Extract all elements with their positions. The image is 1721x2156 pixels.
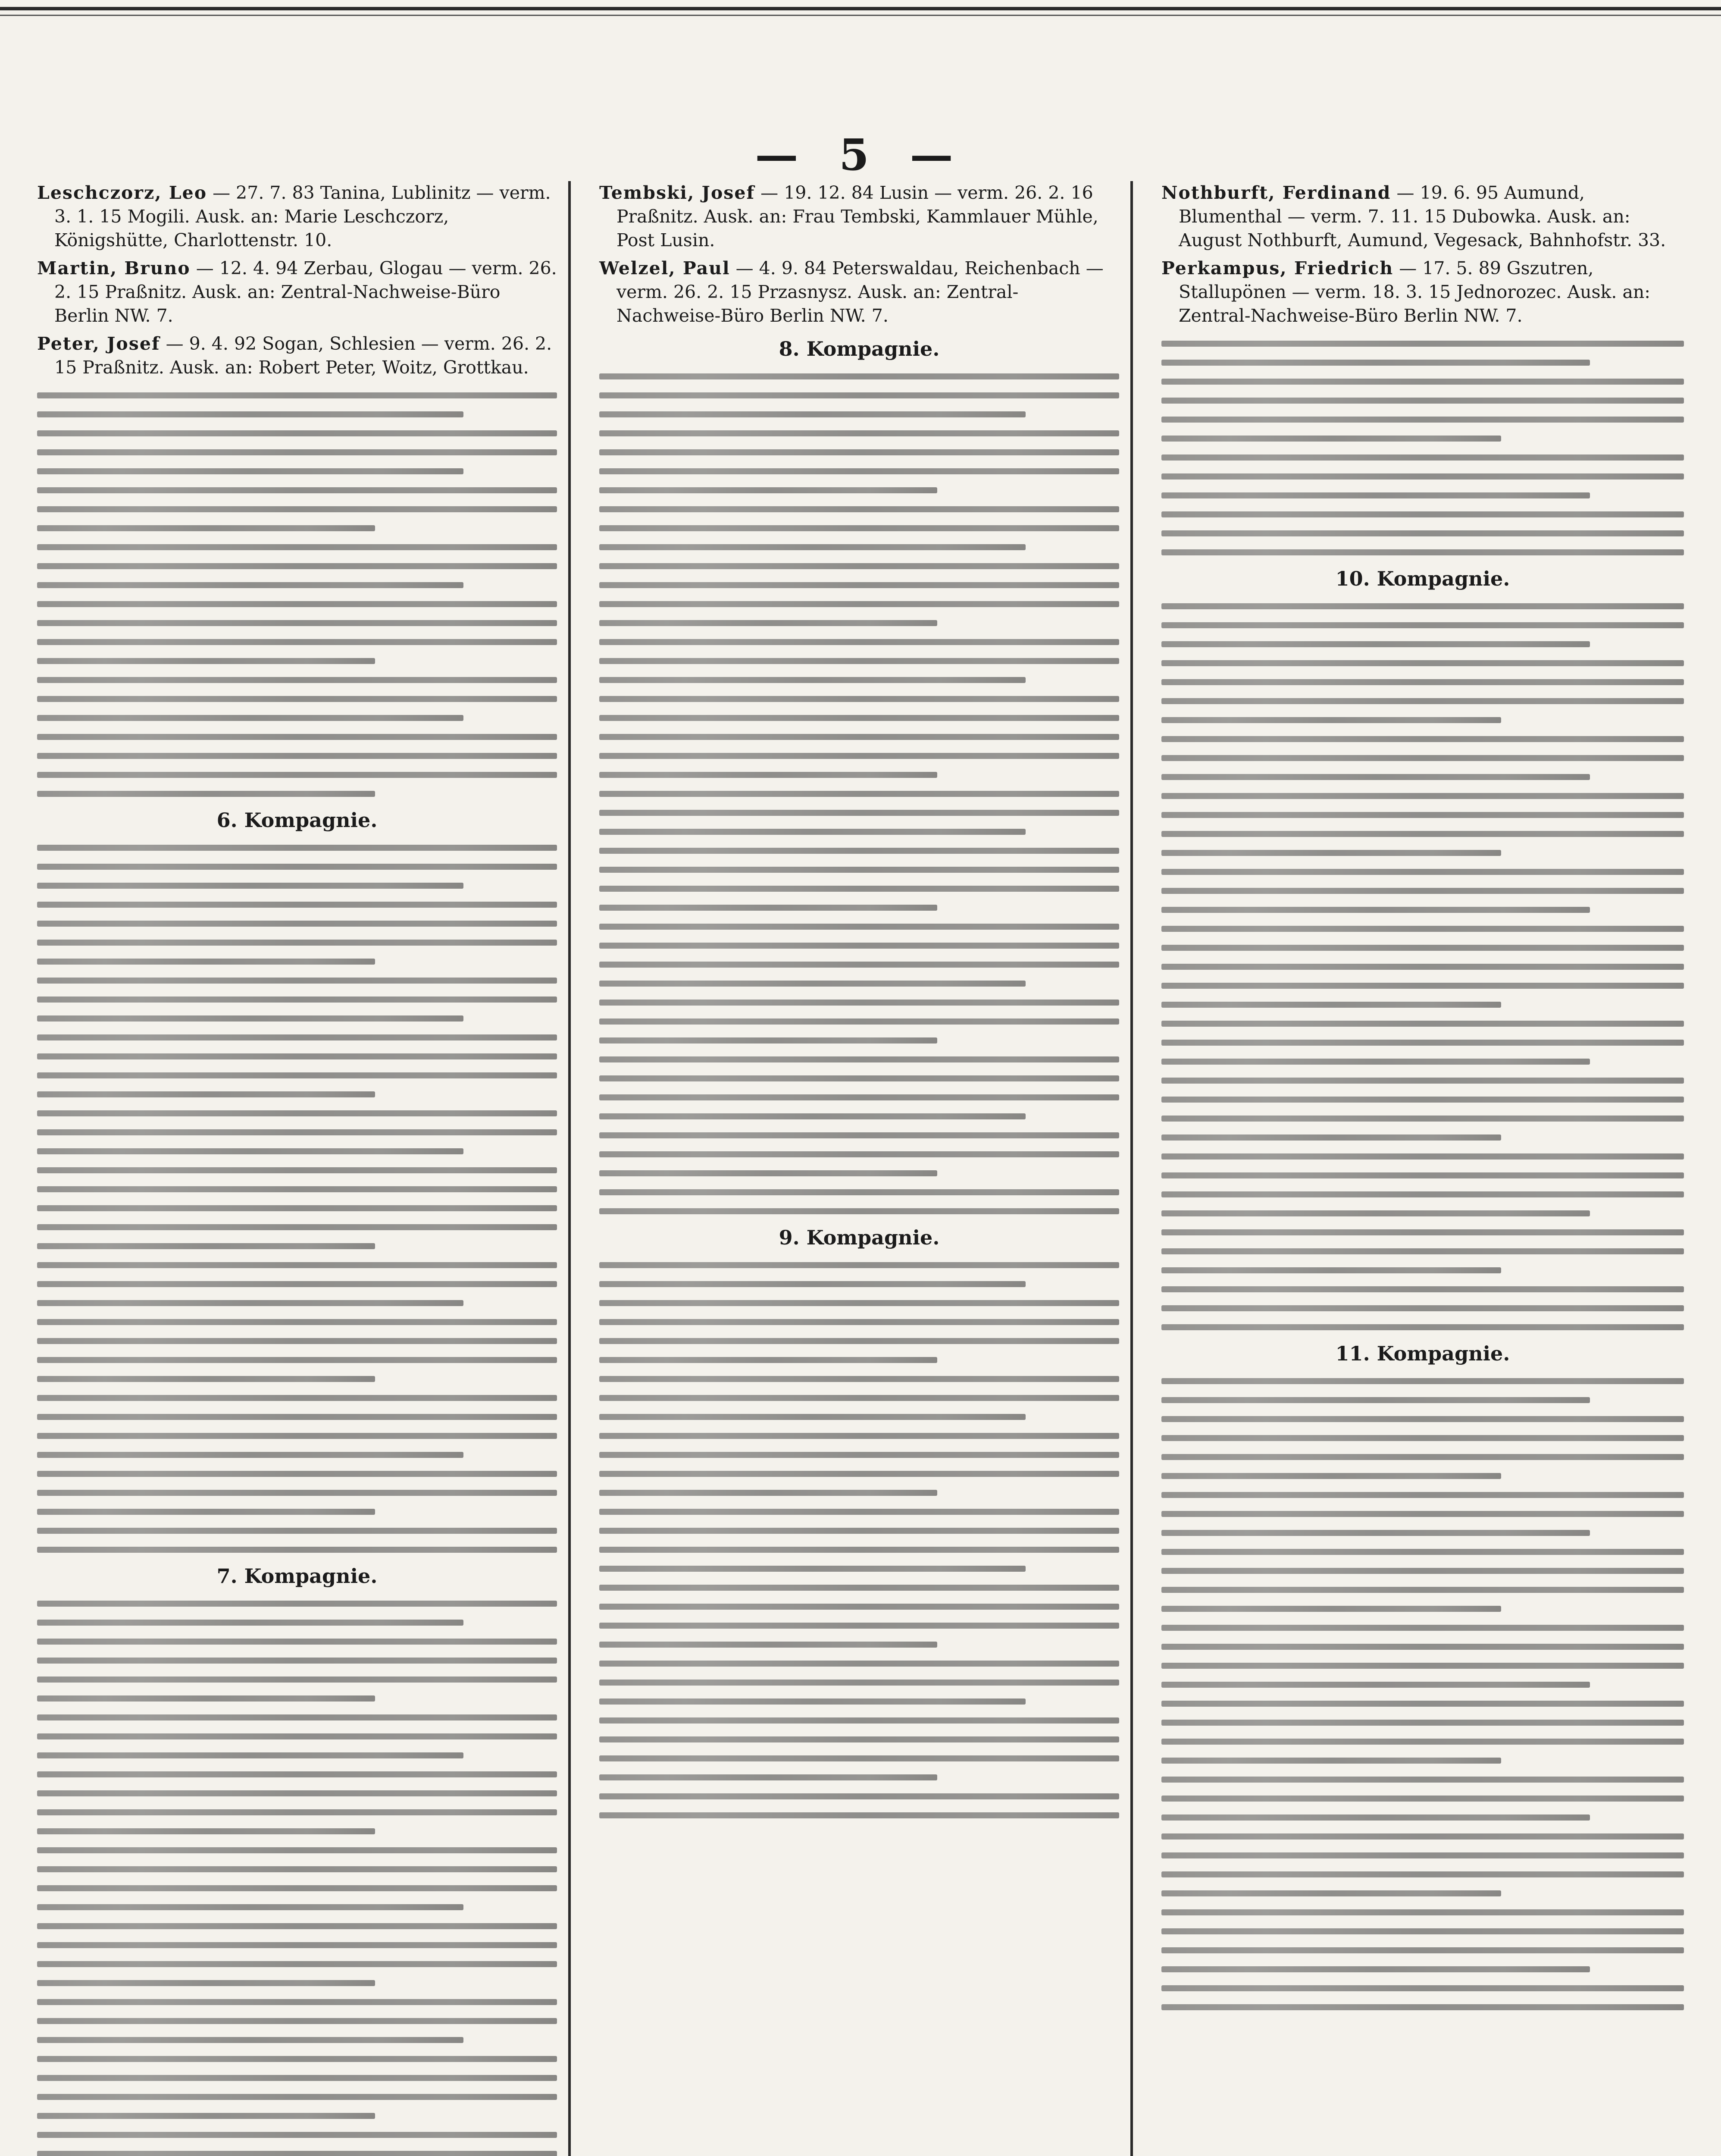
entry-lines xyxy=(599,1262,1119,1818)
list-item: Perkampus, Friedrich — 17. 5. 89 Gszutren, Stallupönen — verm. 18. 3. 15 Jednorozec. Ausk. an: Zentral-Nachweise-Büro Berlin NW. 7. xyxy=(1161,258,1651,326)
column-2 xyxy=(588,181,1133,2156)
entry-lines xyxy=(37,392,557,797)
top-border-rule-thin xyxy=(0,15,1721,16)
list-item: Peter, Josef — 9. 4. 92 Sogan, Schlesien — verm. 26. 2. 15 Praßnitz. Ausk. an: Robert Peter, Woitz, Grottkau. xyxy=(37,333,552,378)
entry-lines xyxy=(37,1601,557,2156)
entry-lines xyxy=(37,845,557,1553)
column-1 xyxy=(26,181,571,2156)
section-title: 8. Kompagnie. xyxy=(779,337,940,360)
section-title: 11. Kompagnie. xyxy=(1335,1342,1510,1365)
entry-lines xyxy=(599,373,1119,1214)
column-3 xyxy=(1150,181,1695,2156)
text-columns xyxy=(26,181,1695,2156)
list-item: Leschczorz, Leo — 27. 7. 83 Tanina, Lublinitz — verm. 3. 1. 15 Mogili. Ausk. an: Marie Leschczorz, Königshütte, Charlottenstr. 10. xyxy=(37,182,551,251)
entry-lines xyxy=(1161,603,1684,1330)
entry-lines xyxy=(1161,341,1684,555)
entry-lines xyxy=(1161,1378,1684,2010)
section-title: 6. Kompagnie. xyxy=(216,808,378,832)
page-header xyxy=(0,129,1721,181)
section-title: 7. Kompagnie. xyxy=(216,1564,378,1588)
page-number: — 5 — xyxy=(755,129,966,180)
list-item: Tembski, Josef — 19. 12. 84 Lusin — verm. 26. 2. 16 Praßnitz. Ausk. an: Frau Tembski, Kammlauer Mühle, Post Lusin. xyxy=(599,182,1098,251)
top-border-rule xyxy=(0,7,1721,10)
section-title: 9. Kompagnie. xyxy=(779,1226,940,1249)
list-item: Martin, Bruno — 12. 4. 94 Zerbau, Glogau — verm. 26. 2. 15 Praßnitz. Ausk. an: Zentral-Nachweise-Büro Berlin NW. 7. xyxy=(37,258,557,326)
section-title: 10. Kompagnie. xyxy=(1335,567,1510,590)
list-item: Welzel, Paul — 4. 9. 84 Peterswaldau, Reichenbach — verm. 26. 2. 15 Przasnysz. Ausk. an: Zentral-Nachweise-Büro Berlin NW. 7. xyxy=(599,258,1104,326)
list-item: Nothburft, Ferdinand — 19. 6. 95 Aumund, Blumenthal — verm. 7. 11. 15 Dubowka. Ausk. an: August Nothburft, Aumund, Vegesack, Bahnhofstr. 33. xyxy=(1161,182,1666,251)
